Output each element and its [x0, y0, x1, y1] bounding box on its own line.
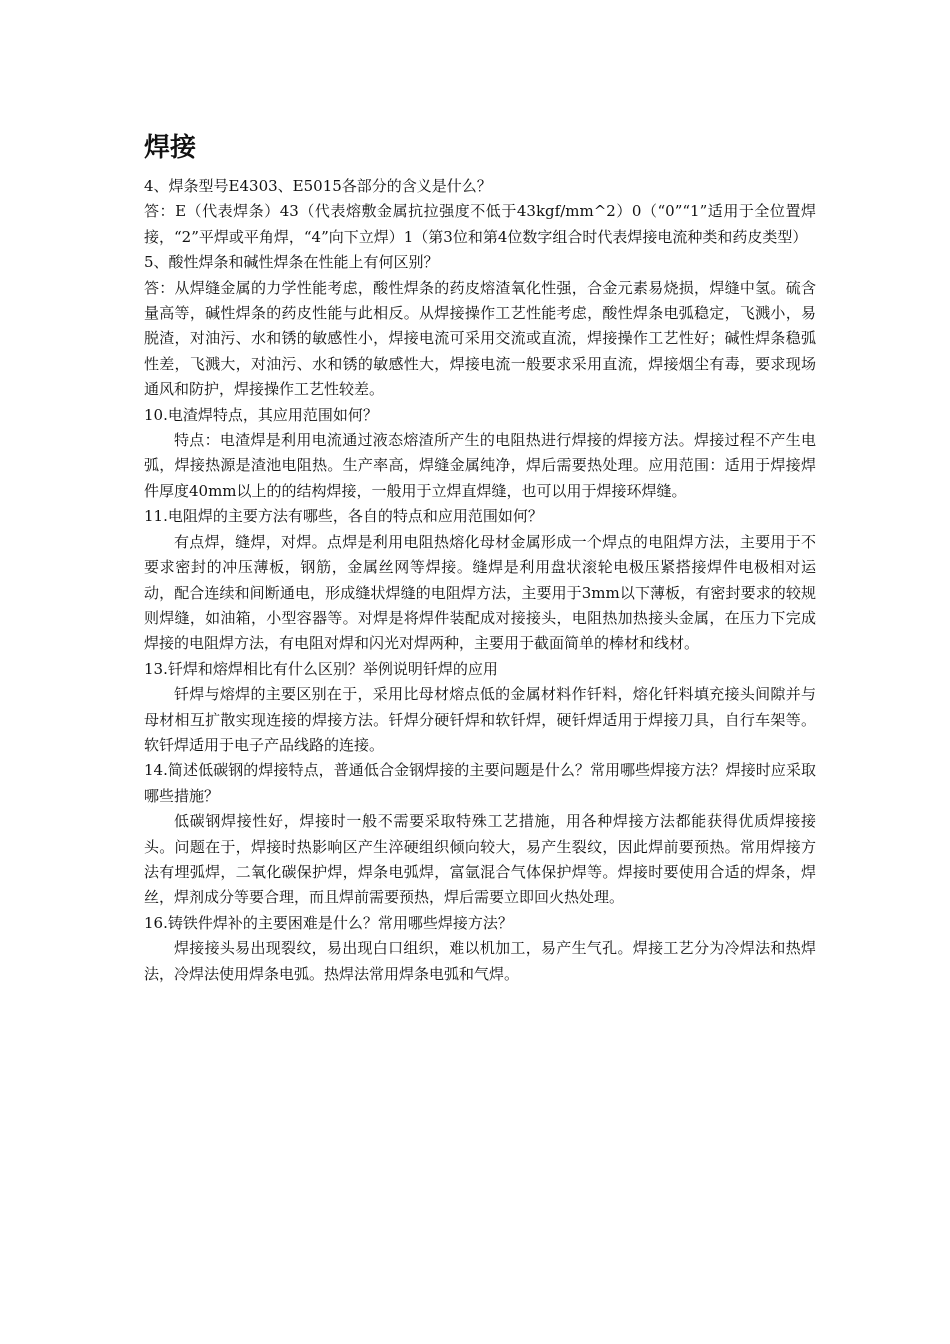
answer-14: 低碳钢焊接性好，焊接时一般不需要采取特殊工艺措施，用各种焊接方法都能获得优质焊接接头。问题在于，焊接时热影响区产生淬硬组织倾向较大，易产生裂纹，因此焊前要预热。常用焊接方法有埋弧焊，二氧化碳保护焊，焊条电弧焊，富氩混合气体保护焊等。焊接时要使用合适的焊条，焊丝，焊剂成分等要合理，而且焊前需要预热，焊后需要立即回火热处理。 [144, 812, 816, 907]
question-13: 13.钎焊和熔焊相比有什么区别？举例说明钎焊的应用 [144, 659, 498, 678]
answer-10: 特点：电渣焊是利用电流通过液态熔渣所产生的电阻热进行焊接的焊接方法。焊接过程不产生电弧，焊接热源是渣池电阻热。生产率高，焊缝金属纯净，焊后需要热处理。应用范围：适用于焊接焊件厚度40mm以上的的结构焊接，一般用于立焊直焊缝，也可以用于焊接环焊缝。 [144, 431, 816, 500]
question-11: 11.电阻焊的主要方法有哪些，各自的特点和应用范围如何？ [144, 507, 543, 526]
answer-5: 答：从焊缝金属的力学性能考虑，酸性焊条的药皮熔渣氧化性强，合金元素易烧损，焊缝中氢。硫含量高等，碱性焊条的药皮性能与此相反。从焊接操作工艺性能考虑，酸性焊条电弧稳定，飞溅小，易脱渣，对油污、水和锈的敏感性小，焊接电流可采用交流或直流，焊接操作工艺性好；碱性焊条稳弧性差，飞溅大，对油污、水和锈的敏感性大，焊接电流一般要求采用直流，焊接烟尘有毒，要求现场通风和防护，焊接操作工艺性较差。 [144, 278, 816, 399]
question-14: 14.简述低碳钢的焊接特点，普通低合金钢焊接的主要问题是什么？常用哪些焊接方法？焊接时应采取哪些措施？ [144, 761, 816, 805]
question-10: 10.电渣焊特点，其应用范围如何？ [144, 405, 378, 424]
question-16: 16.铸铁件焊补的主要困难是什么？常用哪些焊接方法？ [144, 913, 513, 932]
answer-16: 焊接接头易出现裂纹，易出现白口组织，难以机加工，易产生气孔。焊接工艺分为冷焊法和热焊法，冷焊法使用焊条电弧。热焊法常用焊条电弧和气焊。 [144, 939, 816, 983]
answer-11: 有点焊，缝焊，对焊。点焊是利用电阻热熔化母材金属形成一个焊点的电阻焊方法，主要用于不要求密封的冲压薄板，钢筋，金属丝网等焊接。缝焊是利用盘状滚轮电极压紧搭接焊件电极相对运动，配合连续和间断通电，形成缝状焊缝的电阻焊方法，主要用于3mm以下薄板，有密封要求的较规则焊缝，如油箱，小型容器等。对焊是将焊件装配成对接接头，电阻热加热接头金属，在压力下完成焊接的电阻焊方法，有电阻对焊和闪光对焊两种，主要用于截面简单的棒材和线材。 [144, 532, 816, 653]
question-5: 5、酸性焊条和碱性焊条在性能上有何区别？ [144, 253, 439, 272]
answer-13: 钎焊与熔焊的主要区别在于，采用比母材熔点低的金属材料作钎料，熔化钎料填充接头间隙并与母材相互扩散实现连接的焊接方法。钎焊分硬钎焊和软钎焊，硬钎焊适用于焊接刀具，自行车架等。软钎焊适用于电子产品线路的连接。 [144, 685, 816, 754]
answer-4: 答：E（代表焊条）43（代表熔敷金属抗拉强度不低于43kgf/mm^2）0（“0”“1”适用于全位置焊接，“2”平焊或平角焊，“4”向下立焊）1（第3位和第4位数字组合时代表焊接电流种类和药皮类型） [144, 202, 816, 246]
question-4: 4、焊条型号E4303、E5015各部分的含义是什么？ [144, 177, 492, 195]
page-title: 焊接 [144, 133, 197, 163]
document-page [144, 128, 816, 987]
qa-list [144, 174, 816, 987]
